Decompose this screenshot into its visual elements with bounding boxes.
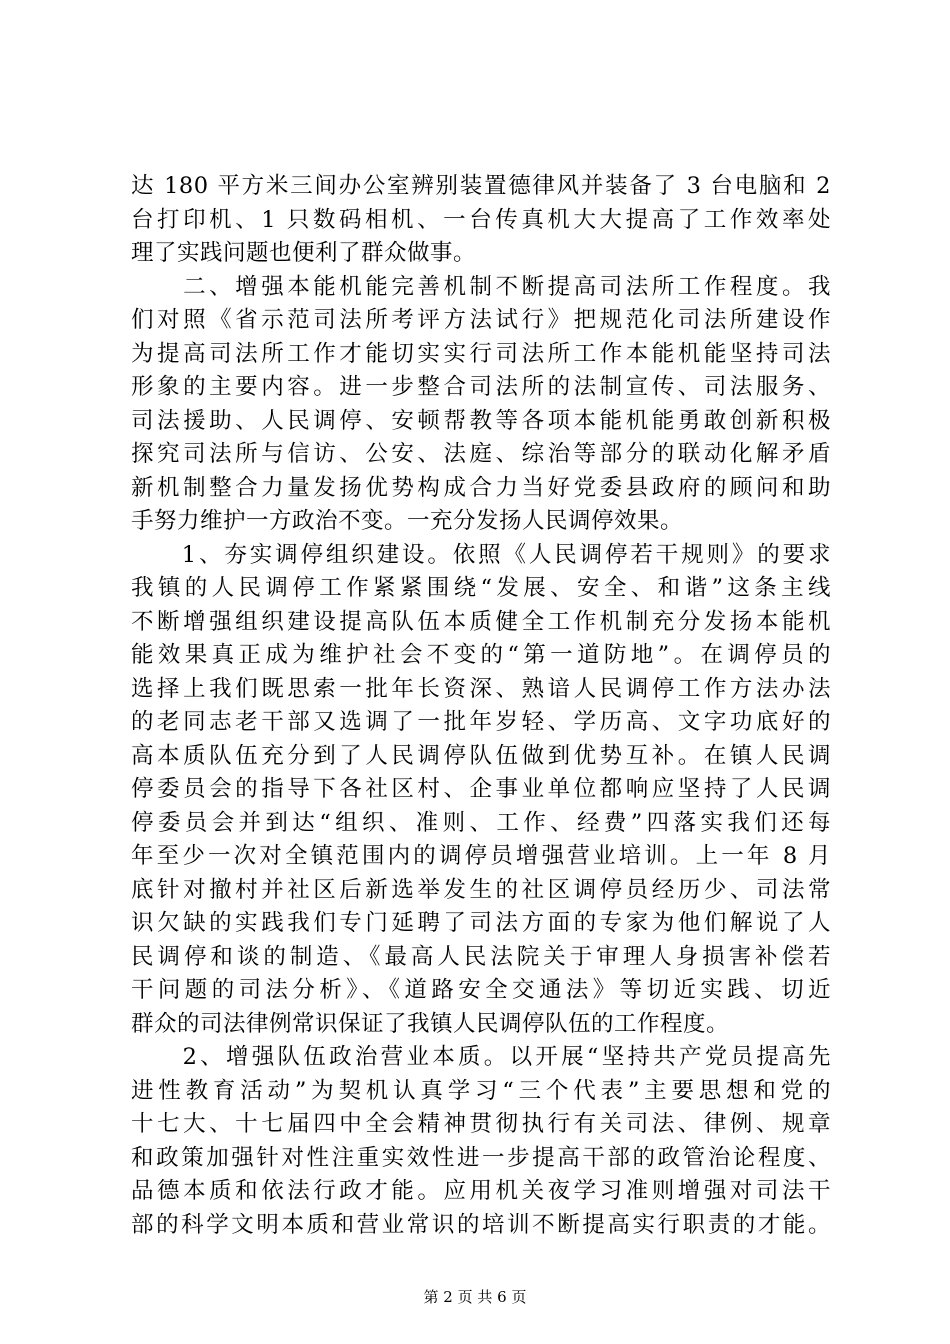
text-line: 为提高司法所工作才能切实实行司法所工作本能机能坚持司法 bbox=[131, 340, 831, 367]
text-line: 能效果真正成为维护社会不变的“第一道防地”。在调停员的 bbox=[131, 642, 831, 668]
text-line: 不断增强组织建设提高队伍本质健全工作机制充分发扬本能机 bbox=[131, 608, 831, 635]
text-line: 停委员会的指导下各社区村、企事业单位都响应坚持了人民调 bbox=[131, 776, 831, 802]
text-line: 选择上我们既思索一批年长资深、熟谙人民调停工作方法办法 bbox=[131, 675, 831, 702]
text-line: 十七大、十七届四中全会精神贯彻执行有关司法、律例、规章 bbox=[131, 1111, 831, 1137]
page-footer: 第 2 页 共 6 页 bbox=[423, 1288, 527, 1306]
text-line: 底针对撤村并社区后新选举发生的社区调停员经历少、司法常 bbox=[131, 876, 831, 903]
text-line: 达 180 平方米三间办公室辨别装置德律风并装备了 3 台电脑和 2 bbox=[131, 173, 831, 199]
text-line: 和政策加强针对性注重实效性进一步提高干部的政管治论程度、 bbox=[131, 1144, 831, 1171]
text-line: 理了实践问题也便利了群众做事。 bbox=[131, 240, 477, 266]
text-line: 司法援助、人民调停、安顿帮教等各项本能机能勇敢创新积极 bbox=[131, 407, 831, 434]
text-line: 干问题的司法分析》、《道路安全交通法》等切近实践、切近 bbox=[131, 977, 831, 1003]
document-body bbox=[131, 170, 831, 1242]
text-line: 识欠缺的实践我们专门延聘了司法方面的专家为他们解说了人 bbox=[131, 910, 831, 936]
text-line: 二、增强本能机能完善机制不断提高司法所工作程度。我 bbox=[131, 273, 831, 300]
text-line: 进性教育活动”为契机认真学习“三个代表”主要思想和党的 bbox=[131, 1077, 831, 1104]
text-line: 形象的主要内容。进一步整合司法所的法制宣传、司法服务、 bbox=[131, 374, 831, 400]
text-line: 群众的司法律例常识保证了我镇人民调停队伍的工作程度。 bbox=[131, 1010, 730, 1037]
text-line: 年至少一次对全镇范围内的调停员增强营业培训。上一年 8 月 bbox=[131, 843, 831, 869]
text-line: 民调停和谈的制造、《最高人民法院关于审理人身损害补偿若 bbox=[131, 943, 831, 970]
text-line: 高本质队伍充分到了人民调停队伍做到优势互补。在镇人民调 bbox=[131, 742, 831, 769]
text-line: 新机制整合力量发扬优势构成合力当好党委县政府的顾问和助 bbox=[131, 474, 831, 501]
text-line: 品德本质和依法行政才能。应用机关夜学习准则增强对司法干 bbox=[131, 1178, 831, 1204]
text-line: 我镇的人民调停工作紧紧围绕“发展、安全、和谐”这条主线 bbox=[131, 575, 831, 601]
text-line: 2、增强队伍政治营业本质。以开展“坚持共产党员提高先 bbox=[131, 1044, 831, 1070]
text-line: 们对照《省示范司法所考评方法试行》把规范化司法所建设作 bbox=[131, 307, 831, 333]
text-line: 探究司法所与信访、公安、法庭、综治等部分的联动化解矛盾 bbox=[131, 441, 831, 467]
text-line: 1、夯实调停组织建设。依照《人民调停若干规则》的要求 bbox=[131, 541, 831, 568]
text-line: 的老同志老干部又选调了一批年岁轻、学历高、文字功底好的 bbox=[131, 709, 831, 735]
text-line: 部的科学文明本质和营业常识的培训不断提高实行职责的才能。 bbox=[131, 1211, 831, 1238]
text-line: 手努力维护一方政治不变。一充分发扬人民调停效果。 bbox=[131, 508, 684, 534]
text-line: 停委员会并到达“组织、准则、工作、经费”四落实我们还每 bbox=[131, 809, 831, 836]
text-line: 台打印机、1 只数码相机、一台传真机大大提高了工作效率处 bbox=[131, 206, 831, 233]
